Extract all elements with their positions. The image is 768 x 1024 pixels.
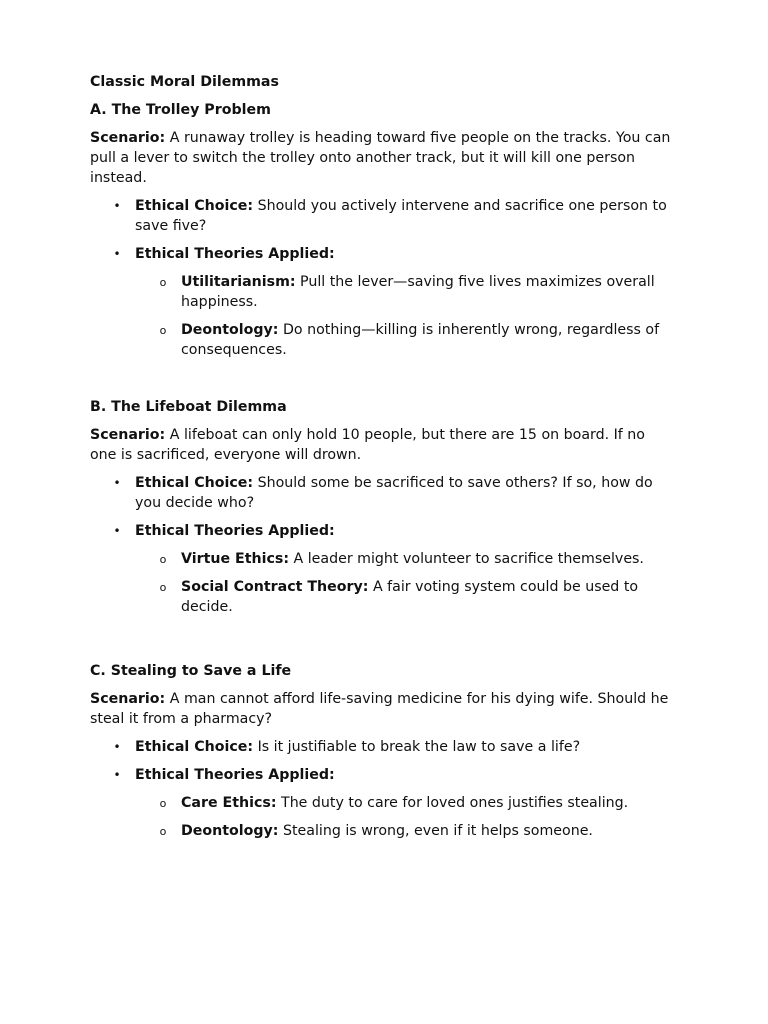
bullet-icon: • (113, 768, 121, 782)
list-item-ethical-choice-a (113, 196, 672, 236)
scenario-label: Scenario: (90, 427, 166, 443)
circle-bullet-icon: o (159, 276, 167, 289)
circle-bullet-icon: o (159, 553, 167, 566)
theory-label: Social Contract Theory: (181, 579, 369, 595)
choice-text: Should you actively intervene and sacrifice one person to save five? (135, 198, 667, 234)
choice-label: Ethical Choice: (135, 739, 254, 755)
theory-label: Deontology: (181, 322, 279, 338)
theory-label: Virtue Ethics: (181, 551, 289, 567)
theory-text: Do nothing—killing is inherently wrong, regardless of consequences. (181, 322, 660, 358)
bullet-icon: • (113, 199, 121, 213)
list-item-theories-a (113, 244, 672, 264)
scenario-text: A lifeboat can only hold 10 people, but there are 15 on board. If no one is sacrificed, everyone will drown. (90, 427, 645, 463)
sub-list-item (159, 821, 672, 841)
scenario-label: Scenario: (90, 130, 166, 146)
theory-text: A fair voting system could be used to decide. (181, 579, 639, 615)
sub-list-item (159, 577, 672, 617)
circle-bullet-icon: o (159, 581, 167, 594)
bullet-icon: • (113, 524, 121, 538)
theories-label: Ethical Theories Applied: (135, 523, 335, 539)
list-item-ethical-choice-b (113, 473, 672, 513)
choice-label: Ethical Choice: (135, 475, 254, 491)
circle-bullet-icon: o (159, 324, 167, 337)
theory-text: The duty to care for loved ones justifies stealing. (276, 795, 629, 811)
theory-text: Pull the lever—saving five lives maximizes overall happiness. (181, 274, 655, 310)
sub-list-item (159, 793, 672, 813)
circle-bullet-icon: o (159, 797, 167, 810)
section-heading-a: A. The Trolley Problem (90, 102, 271, 118)
document-title: Classic Moral Dilemmas (90, 74, 279, 90)
scenario-paragraph-a (90, 128, 672, 188)
bullet-icon: • (113, 740, 121, 754)
list-item-theories-c (113, 765, 672, 785)
scenario-text: A runaway trolley is heading toward five people on the tracks. You can pull a lever to switch the trolley onto another track, but it will kill one person instead. (90, 130, 671, 186)
theory-text: Stealing is wrong, even if it helps someone. (278, 823, 593, 839)
list-item-ethical-choice-c (113, 737, 672, 757)
circle-bullet-icon: o (159, 825, 167, 838)
scenario-label: Scenario: (90, 691, 166, 707)
choice-text: Should some be sacrificed to save others? If so, how do you decide who? (135, 475, 653, 511)
sub-list-item (159, 272, 672, 312)
choice-text: Is it justifiable to break the law to save a life? (253, 739, 581, 755)
theories-label: Ethical Theories Applied: (135, 767, 335, 783)
section-heading-b: B. The Lifeboat Dilemma (90, 399, 287, 415)
scenario-text: A man cannot afford life-saving medicine for his dying wife. Should he steal it from a pharmacy? (90, 691, 669, 727)
theory-label: Care Ethics: (181, 795, 277, 811)
scenario-paragraph-b (90, 425, 672, 465)
sub-list-item (159, 320, 672, 360)
theory-text: A leader might volunteer to sacrifice themselves. (289, 551, 644, 567)
theories-label: Ethical Theories Applied: (135, 246, 335, 262)
sub-list-item (159, 549, 672, 569)
bullet-icon: • (113, 247, 121, 261)
theory-label: Utilitarianism: (181, 274, 296, 290)
choice-label: Ethical Choice: (135, 198, 254, 214)
scenario-paragraph-c (90, 689, 672, 729)
theory-label: Deontology: (181, 823, 279, 839)
bullet-icon: • (113, 476, 121, 490)
section-heading-c: C. Stealing to Save a Life (90, 663, 292, 679)
list-item-theories-b (113, 521, 672, 541)
